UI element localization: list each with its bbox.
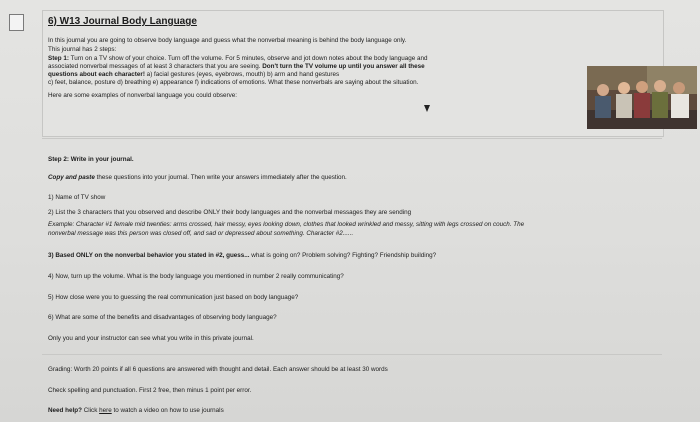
step2-heading: Step 2: Write in your journal.: [48, 156, 134, 163]
step1-line-2b: Don't turn the TV volume up until you answer all these: [260, 63, 425, 70]
journal-title: 6) W13 Journal Body Language: [48, 16, 197, 27]
help-pre: Click: [81, 407, 100, 414]
step1-label: Step 1:: [48, 55, 69, 62]
question-3-rest: what is going on? Problem solving? Fighting? Friendship building?: [249, 252, 437, 259]
question-3: [48, 252, 436, 260]
help-video-link[interactable]: here: [99, 407, 112, 414]
step1-line-3a: questions about each character!: [48, 71, 145, 78]
examples-line: Here are some examples of nonverbal language you could observe:: [48, 92, 238, 99]
intro-steps-line: This journal has 2 steps:: [48, 46, 117, 53]
question-5: 5) How close were you to guessing the real communication just based on body language?: [48, 294, 299, 301]
grading-line-1: Grading: Worth 20 points if all 6 questions are answered with thought and detail. Each answer should be at least 30 words: [48, 366, 388, 373]
step1-line-2: [48, 63, 425, 71]
example-text: Character #1 female mid twenties: arms crossed, hair messy, eyes looking down, clothes that looked wrinkled and messy, sitting with legs crossed on couch. The: [74, 221, 525, 228]
grading-divider: [42, 354, 662, 355]
help-label: Need help?: [48, 407, 82, 414]
step2-instruction: these questions into your journal. Then write your answers immediately after the question.: [94, 174, 347, 181]
example-line-1: [48, 221, 524, 229]
privacy-note: Only you and your instructor can see what you write in this private journal.: [48, 335, 254, 342]
step2-line-1: [48, 156, 134, 164]
step1-line-3b: a) facial gestures (eyes, eyebrows, mouth) b) arm and hand gestures: [144, 71, 340, 78]
step2-line-2: [48, 174, 347, 182]
mouse-cursor-icon: [424, 105, 430, 112]
step1-line-3: [48, 71, 339, 79]
question-4: 4) Now, turn up the volume. What is the body language you mentioned in number 2 really communicating?: [48, 273, 344, 280]
intro-line: In this journal you are going to observe body language and guess what the nonverbal meaning is behind the body language only.: [48, 37, 407, 44]
example-label: Example:: [48, 221, 75, 228]
tv-show-photo-graphic: [587, 66, 697, 129]
step1-line-1: [48, 55, 428, 63]
completion-checkbox[interactable]: [9, 14, 24, 31]
section-divider: [42, 138, 662, 139]
question-3-bold: 3) Based ONLY on the nonverbal behavior you stated in #2, guess...: [48, 252, 250, 259]
example-line-2: nonverbal message was this person was closed off, and sad or depressed about something. Character #2......: [48, 230, 354, 237]
step1-line-4: c) feet, balance, posture d) breathing e) appearance f) indications of emotions. What these nonverbals are saying about the situation.: [48, 79, 419, 86]
tv-show-image: [587, 66, 697, 129]
help-line: [48, 407, 224, 415]
question-2: 2) List the 3 characters that you observed and describe ONLY their body languages and the nonverbal messages they are sending: [48, 209, 412, 216]
question-6: 6) What are some of the benefits and disadvantages of observing body language?: [48, 314, 277, 321]
step1-line-2a: associated nonverbal messages of at least 3 characters that you are seeing.: [48, 63, 261, 70]
grading-line-2: Check spelling and punctuation. First 2 free, then minus 1 point per error.: [48, 387, 252, 394]
question-1: 1) Name of TV show: [48, 194, 106, 201]
copy-paste-label: Copy and paste: [48, 174, 95, 181]
step1-text: Turn on a TV show of your choice. Turn off the volume. For 5 minutes, observe and jot down notes about the body language and: [69, 55, 428, 62]
help-post: to watch a video on how to use journals: [111, 407, 224, 414]
